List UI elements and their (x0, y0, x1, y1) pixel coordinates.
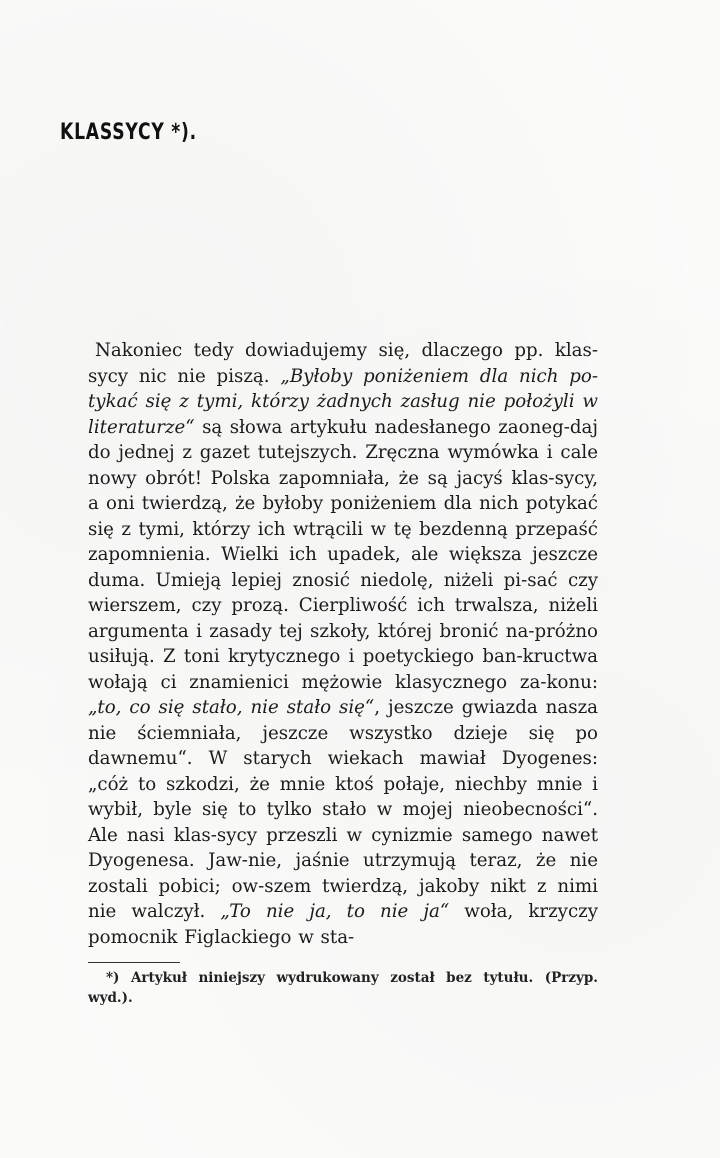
body-segment: woła, krzyczy pomocnik Figlackiego w sta- (88, 901, 598, 948)
body-segment-italic: „Byłoby poniżeniem dla nich po-tykać się z tymi, którzy żadnych zasług nie położyli w literaturze“ (88, 365, 598, 438)
footnote: *) Artykuł niniejszy wydrukowany został bez tytułu. (Przyp. wyd.). (88, 970, 598, 1006)
footnote-divider (88, 962, 180, 963)
body-segment: , jeszcze gwiazda nasza nie ściemniała, jeszcze wszystko dzieje się po dawnemu“. W starych wiekach mawiał Dyogenes: „cóż to szkodzi, że mnie ktoś połaje, niechby mnie i wybił, byle się to tylko stało w mojej nieobecności“. Ale nasi klas-sycy przeszli w cynizmie samego nawet Dyogenesa. Jaw-nie, jaśnie utrzymują teraz, że nie zostali pobici; ow-szem twierdzą, jakoby nikt z nimi nie walczył. (88, 697, 598, 922)
body-segment-italic: „To nie ja, to nie ja“ (220, 901, 450, 922)
body-segment-italic: „to, co się stało, nie stało się“ (88, 697, 375, 718)
body-segment: Nakoniec tedy dowiadujemy się, dlaczego pp. klas-sycy nic nie piszą. (88, 340, 598, 387)
body-segment: są słowa artykułu nadesłanego zaoneg-daj do jednej z gazet tutejszych. Zręczna wymówka i cale nowy obrót! Polska zapomniała, że są jacyś klas-sycy, a oni twierdzą, że byłoby poniżeniem dla nich potykać się z tymi, którzy ich wtrącili w tę bezdenną przepaść zapomnienia. Wielki ich upadek, ale większa jeszcze duma. Umieją lepiej znosić niedolę, niżeli pi-sać czy wierszem, czy prozą. Cierpliwość ich trwalsza, niżeli argumenta i zasady tej szkoły, której bronić na-próżno usiłują. Z toni krytycznego i poetyckiego ban-kructwa wołają ci znamienici mężowie klasycznego za-konu: (88, 416, 598, 693)
body-paragraph (88, 338, 598, 950)
page-heading: KLASSYCY *). (60, 120, 197, 145)
